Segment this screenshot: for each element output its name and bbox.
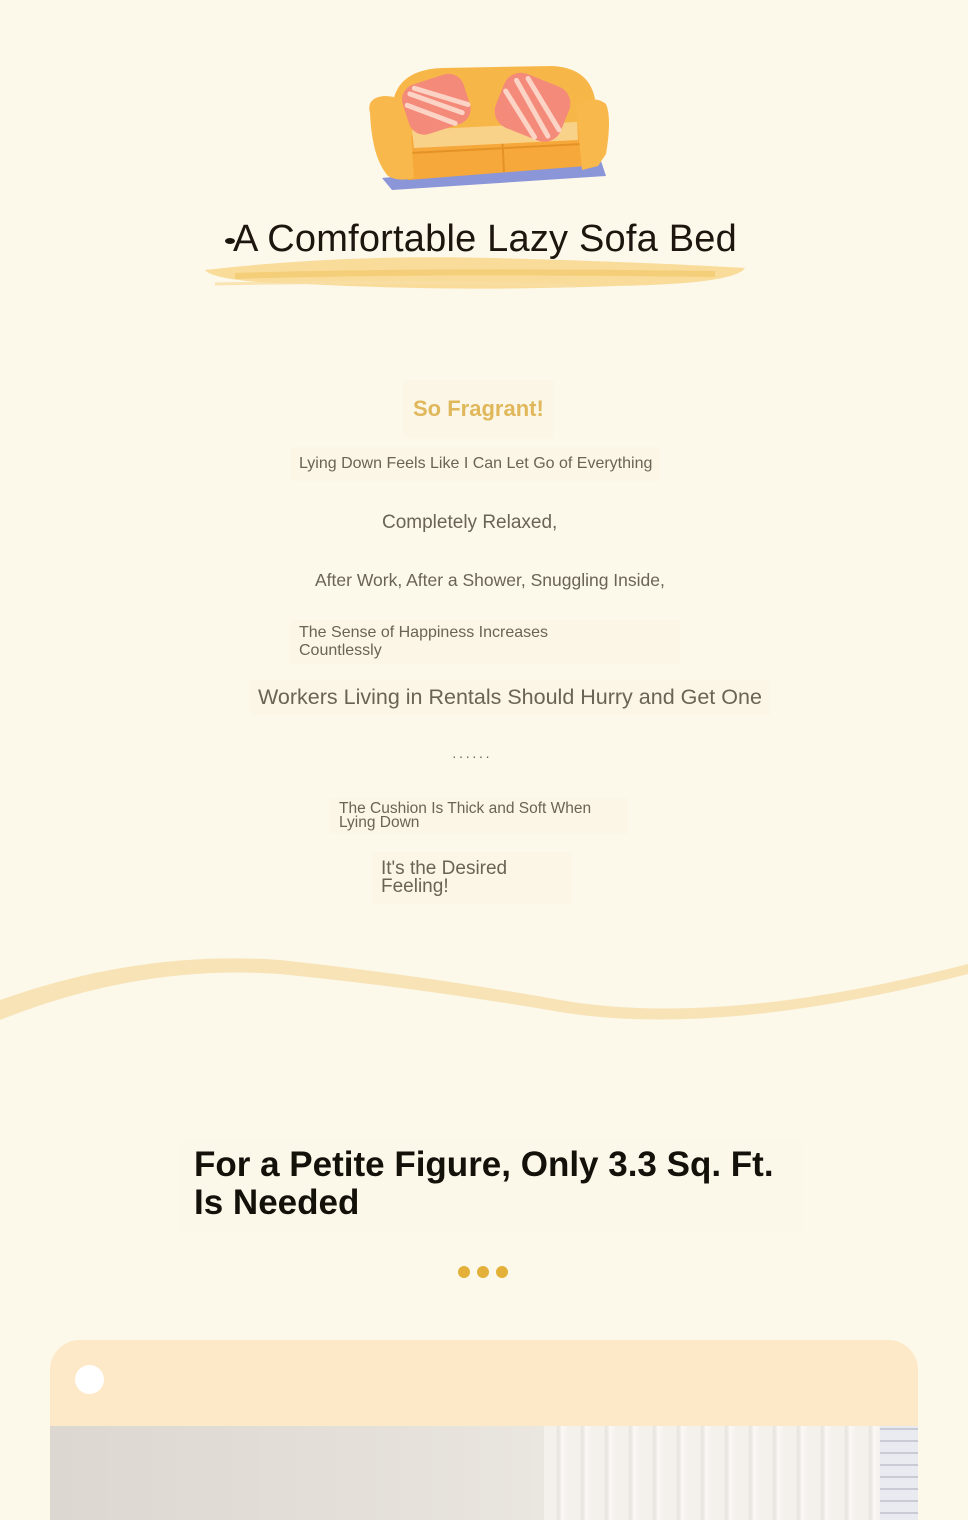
exclaim-text: So Fragrant!	[403, 380, 554, 438]
intro-line: The Cushion Is Thick and Soft When Lying Down	[339, 800, 592, 831]
curtain-image	[544, 1426, 880, 1520]
intro-line: Workers Living in Rentals Should Hurry and Get One	[250, 680, 770, 715]
dot	[458, 1266, 470, 1278]
section-heading: For a Petite Figure, Only 3.3 Sq. Ft. Is Needed	[194, 1145, 774, 1222]
intro-line: Lying Down Feels Like I Can Let Go of Everything	[291, 447, 660, 481]
dot-indicator-icon	[458, 1266, 508, 1278]
page-title: A Comfortable Lazy Sofa Bed	[233, 218, 737, 260]
photo-card	[50, 1340, 918, 1520]
title-block	[195, 218, 755, 298]
intro-line: It's the Desired Feeling!	[381, 858, 508, 897]
sofa-illustration	[362, 58, 612, 196]
window-blinds-image	[880, 1426, 918, 1520]
dot	[496, 1266, 508, 1278]
card-dot-icon	[75, 1365, 104, 1394]
intro-line: Completely Relaxed,	[382, 512, 558, 533]
intro-line: The Sense of Happiness Increases Countlessly	[299, 624, 549, 659]
intro-line-box	[372, 852, 572, 904]
ellipsis-dots: ······	[452, 748, 492, 764]
intro-line-box	[330, 798, 628, 834]
dot	[477, 1266, 489, 1278]
intro-line: After Work, After a Shower, Snuggling Inside,	[315, 570, 665, 590]
intro-line-box	[290, 620, 680, 664]
wave-divider-icon	[0, 930, 968, 1050]
